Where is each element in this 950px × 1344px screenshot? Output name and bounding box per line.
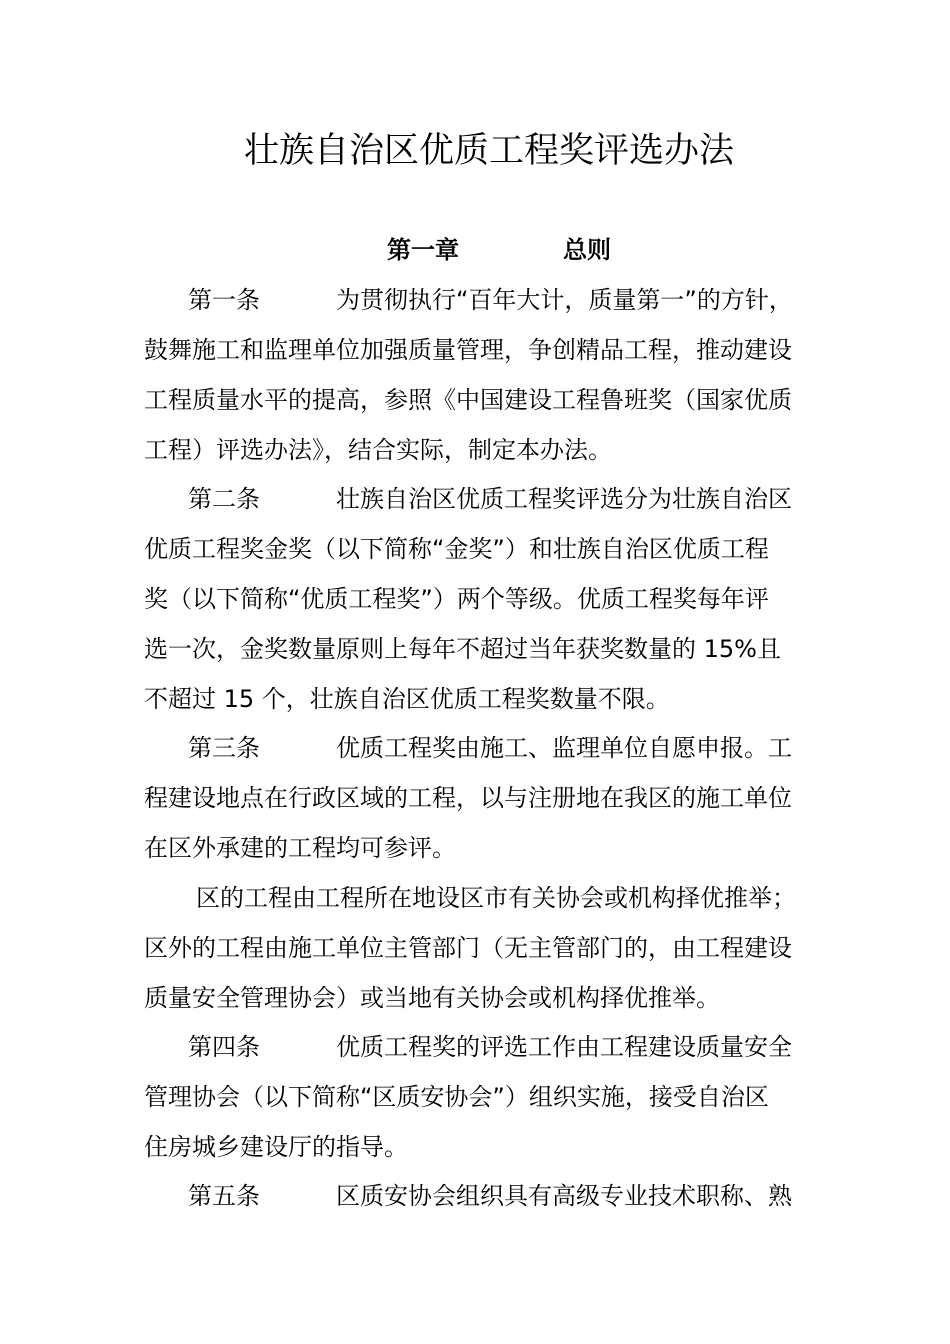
article-text-line: 住房城乡建设厅的指导。 bbox=[144, 1133, 408, 1161]
article-text-line: 鼓舞施工和监理单位加强质量管理，争创精品工程，推动建设 bbox=[144, 336, 792, 364]
chapter-number: 第一章 bbox=[387, 236, 459, 264]
article-3 bbox=[144, 723, 844, 873]
article-label: 第四条 bbox=[188, 1033, 260, 1061]
article-label: 第三条 bbox=[188, 734, 260, 762]
article-4 bbox=[144, 1022, 844, 1172]
article-label: 第二条 bbox=[188, 485, 260, 513]
article-text-line: 不超过 15 个，壮族自治区优质工程奖数量不限。 bbox=[144, 685, 670, 713]
article-text-line: 为贯彻执行“百年大计，质量第一”的方针， bbox=[336, 286, 793, 314]
article-text-line: 优质工程奖的评选工作由工程建设质量安全 bbox=[336, 1033, 792, 1061]
article-text-line: 质量安全管理协会）或当地有关协会或机构择优推举。 bbox=[144, 984, 720, 1012]
article-5 bbox=[144, 1171, 844, 1221]
article-text-line: 工程）评选办法》，结合实际，制定本办法。 bbox=[144, 436, 612, 464]
article-text-line: 优质工程奖由施工、监理单位自愿申报。工 bbox=[336, 734, 792, 762]
chapter-name: 总则 bbox=[563, 236, 611, 264]
article-text-line: 优质工程奖金奖（以下简称“金奖”）和壮族自治区优质工程 bbox=[144, 535, 769, 563]
article-3-continuation bbox=[144, 873, 844, 1023]
article-text-line: 在区外承建的工程均可参评。 bbox=[144, 834, 456, 862]
article-text-line: 程建设地点在行政区域的工程，以与注册地在我区的施工单位 bbox=[144, 784, 792, 812]
article-text-line: 壮族自治区优质工程奖评选分为壮族自治区 bbox=[336, 485, 792, 513]
document-title: 壮族自治区优质工程奖评选办法 bbox=[243, 131, 734, 171]
article-2 bbox=[144, 474, 844, 724]
article-text-line: 管理协会（以下简称“区质安协会”）组织实施，接受自治区 bbox=[144, 1083, 769, 1111]
article-text-line: 区的工程由工程所在地设区市有关协会或机构择优推举； bbox=[196, 884, 796, 912]
article-text-line: 奖（以下简称“优质工程奖”）两个等级。优质工程奖每年评 bbox=[144, 585, 769, 613]
article-text-line: 工程质量水平的提高，参照《中国建设工程鲁班奖（国家优质 bbox=[144, 386, 792, 414]
article-1 bbox=[144, 275, 844, 475]
article-label: 第一条 bbox=[188, 286, 260, 314]
chapter-heading bbox=[387, 230, 611, 270]
article-text-line: 区质安协会组织具有高级专业技术职称、熟 bbox=[336, 1182, 792, 1210]
article-text-line: 选一次，金奖数量原则上每年不超过当年获奖数量的 15%且 bbox=[144, 635, 781, 663]
article-label: 第五条 bbox=[188, 1182, 260, 1210]
article-text-line: 区外的工程由施工单位主管部门（无主管部门的，由工程建设 bbox=[144, 934, 792, 962]
